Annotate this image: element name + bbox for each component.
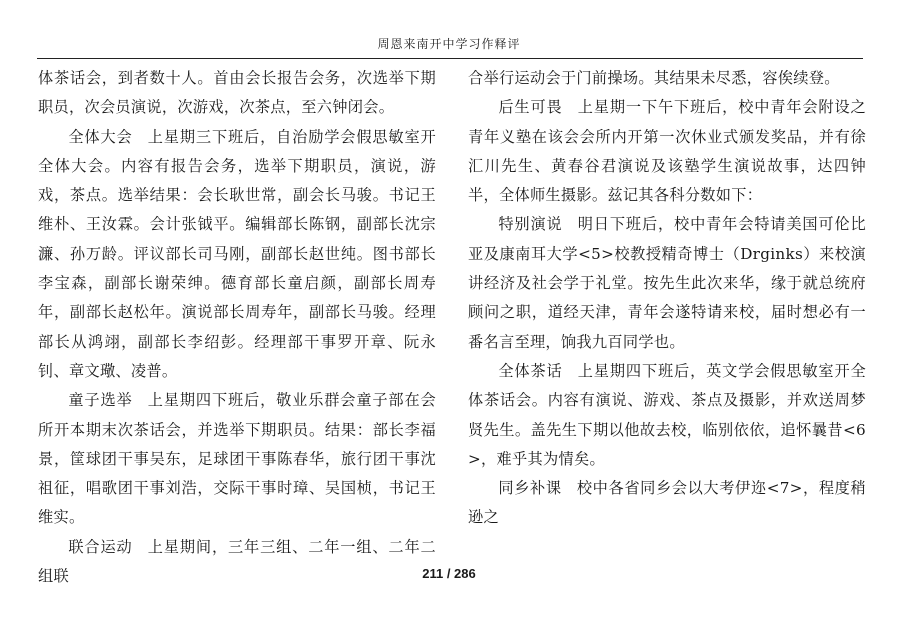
running-header: 周恩来南开中学习作释评 — [377, 37, 521, 51]
header-divider — [37, 58, 863, 59]
paragraph-joint-sports — [38, 533, 436, 592]
paragraph-youth-election — [38, 386, 436, 532]
left-column — [38, 64, 436, 591]
section-title: 全体大会 — [68, 127, 133, 146]
paragraph-continued: 体茶话会，到者数十人。首由会长报告会务，次选举下期职员，次会员演说，次游戏，次茶点，至六钟闭会。 — [38, 69, 436, 117]
paragraph-body: 上星期一下午下班后，校中青年会附设之青年义塾在该会会所内开第一次休业式颁发奖品，并有徐汇川先生、黄春谷君演说及该塾学生演说故事，达四钟半，全体师生摄影。兹记其各科分数如下： — [468, 98, 867, 205]
section-title: 同乡补课 — [498, 479, 562, 498]
paragraph-body: 上星期四下班后，敬业乐群会童子部在会所开本期末次茶话会，并选举下期职员。结果：部长李福景，筐球团干事吴东，足球团干事陈春华，旅行团干事沈祖征，唱歌团干事刘浩，交际干事时璋、吴国桢，书记王维实。 — [38, 391, 437, 527]
paragraph-general-assembly — [38, 123, 436, 387]
right-column — [468, 64, 866, 533]
paragraph-body: 上星期四下班后，英文学会假思敏室开全体茶话会。内容有演说、游戏、茶点及摄影，并欢送周梦贤先生。盖先生下期以他故去校，临别依依，追怀曩昔<6>，难乎其为情矣。 — [468, 361, 867, 468]
section-title: 后生可畏 — [498, 98, 563, 117]
section-title: 全体茶话 — [498, 361, 563, 380]
paragraph-special-lecture — [468, 210, 866, 356]
paragraph-youth-school — [468, 93, 866, 210]
paragraph-continued: 合举行运动会于门前操场。其结果未尽悉，容俟续登。 — [468, 69, 840, 87]
paragraph-extra-class — [468, 474, 866, 533]
paragraph-body: 上星期三下班后，自治励学会假思敏室开全体大会。内容有报告会务，选举下期职员，演说，游戏，茶点。选举结果：会长耿世常，副会长马骏。书记王维朴、王汝霖。会计张钺平。编辑部长陈钢，副部长沈宗濂、孙万龄。评议部长司马刚，副部长赵世纯。图书部长李宝森，副部长谢荣绅。德育部长童启颜，副部长周寿年，副部长赵松年。演说部长周寿年，副部长马骏。经理部长从鸿翊，副部长李绍彭。经理部干事罗开章、阮永钊、章文璥、凌普。 — [38, 127, 437, 380]
paragraph-body: 校中各省同乡会以大考伊迩<7>，程度稍逊之 — [468, 479, 866, 527]
paragraph-body: 上星期间，三年三组、二年一组、二年二组联 — [38, 537, 437, 586]
section-title: 联合运动 — [68, 537, 133, 556]
paragraph-body: 明日下班后，校中青年会特请美国可伦比亚及康南耳大学<5>校教授精奇博士（Drginks）来校演讲经济及社会学于礼堂。按先生此次来华，缘于就总统府顾问之职，道经天津，青年会遂特请来校，届时想必有一番名言至理，饷我九百同学也。 — [468, 215, 867, 351]
section-title: 童子选举 — [68, 391, 133, 410]
page-number: 211 / 286 — [422, 566, 476, 581]
paragraph-tea-party — [468, 357, 866, 474]
section-title: 特别演说 — [498, 215, 563, 234]
